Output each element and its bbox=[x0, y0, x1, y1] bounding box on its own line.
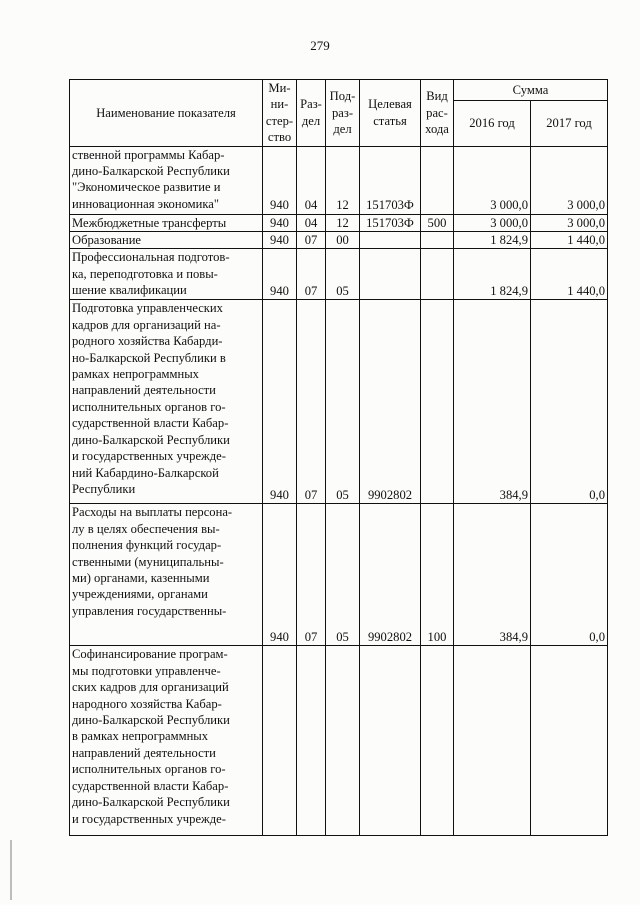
row-subsection: 05 bbox=[326, 504, 360, 646]
row-sum-2016: 1 824,9 bbox=[454, 249, 531, 300]
row-section: 04 bbox=[297, 214, 326, 231]
row-sum-2017: 1 440,0 bbox=[531, 249, 608, 300]
row-target: 151703Ф bbox=[360, 214, 421, 231]
header-subsection: Под- раз- дел bbox=[326, 80, 360, 147]
row-subsection: 00 bbox=[326, 232, 360, 249]
row-target bbox=[360, 232, 421, 249]
row-section: 07 bbox=[297, 504, 326, 646]
header-sum: Сумма bbox=[454, 80, 608, 101]
header-expense-type: Вид рас- хода bbox=[421, 80, 454, 147]
row-sum-2016 bbox=[454, 646, 531, 836]
row-target: 9902802 bbox=[360, 300, 421, 504]
row-ministry: 940 bbox=[263, 232, 297, 249]
scan-margin-mark bbox=[10, 840, 12, 900]
row-section: 07 bbox=[297, 249, 326, 300]
row-subsection: 05 bbox=[326, 249, 360, 300]
table-row bbox=[70, 214, 608, 231]
row-ministry: 940 bbox=[263, 249, 297, 300]
row-expense-type bbox=[421, 249, 454, 300]
row-expense-type bbox=[421, 232, 454, 249]
row-sum-2017: 3 000,0 bbox=[531, 146, 608, 214]
row-name: Расходы на выплаты персона- лу в целях обеспечения вы- полнения функций государ- ственными (муниципальны- ми) органами, казенными учреждениями, органами управления государственны- bbox=[70, 504, 263, 646]
table-row bbox=[70, 504, 608, 646]
row-subsection bbox=[326, 646, 360, 836]
row-name: ственной программы Кабар- дино-Балкарской Республики "Экономическое развитие и инновационная экономика" bbox=[70, 146, 263, 214]
table-row bbox=[70, 249, 608, 300]
row-expense-type bbox=[421, 646, 454, 836]
table-row bbox=[70, 646, 608, 836]
row-sum-2016: 384,9 bbox=[454, 300, 531, 504]
row-target bbox=[360, 249, 421, 300]
header-name: Наименование показателя bbox=[70, 80, 263, 147]
row-ministry: 940 bbox=[263, 300, 297, 504]
row-name: Софинансирование програм- мы подготовки управленче- ских кадров для организаций народного хозяйства Кабар- дино-Балкарской Республики в рамках непрограммных направлений деятельности исполнительных органов го- сударственной власти Кабар- дино-Балкарской Республики и государственных учрежде- bbox=[70, 646, 263, 836]
row-sum-2016: 1 824,9 bbox=[454, 232, 531, 249]
row-ministry bbox=[263, 646, 297, 836]
row-name: Подготовка управленческих кадров для организаций на- родного хозяйства Кабарди- но-Балкарской Республики в рамках непрограммных направлений деятельности исполнительных органов го- сударственной власти Кабар- дино-Балкарской Республики и государственных учрежде- ний Кабардино-Балкарской Республики bbox=[70, 300, 263, 504]
row-sum-2017: 0,0 bbox=[531, 504, 608, 646]
row-sum-2017: 1 440,0 bbox=[531, 232, 608, 249]
row-expense-type bbox=[421, 300, 454, 504]
header-target: Целевая статья bbox=[360, 80, 421, 147]
row-name: Профессиональная подготов- ка, переподготовка и повы- шение квалификации bbox=[70, 249, 263, 300]
table-row bbox=[70, 300, 608, 504]
row-expense-type: 100 bbox=[421, 504, 454, 646]
header-year-2016: 2016 год bbox=[454, 100, 531, 146]
row-name: Межбюджетные трансферты bbox=[70, 214, 263, 231]
row-sum-2017: 0,0 bbox=[531, 300, 608, 504]
row-ministry: 940 bbox=[263, 146, 297, 214]
row-sum-2017: 3 000,0 bbox=[531, 214, 608, 231]
header-section: Раз- дел bbox=[297, 80, 326, 147]
table-row bbox=[70, 146, 608, 214]
budget-table bbox=[69, 79, 608, 836]
page-number: 279 bbox=[310, 38, 330, 53]
row-expense-type bbox=[421, 146, 454, 214]
row-sum-2016: 3 000,0 bbox=[454, 214, 531, 231]
header-year-2017: 2017 год bbox=[531, 100, 608, 146]
row-target bbox=[360, 646, 421, 836]
row-ministry: 940 bbox=[263, 504, 297, 646]
row-ministry: 940 bbox=[263, 214, 297, 231]
row-name: Образование bbox=[70, 232, 263, 249]
row-section: 04 bbox=[297, 146, 326, 214]
header-ministry: Ми- ни- стер- ство bbox=[263, 80, 297, 147]
row-subsection: 12 bbox=[326, 214, 360, 231]
row-target: 151703Ф bbox=[360, 146, 421, 214]
row-section: 07 bbox=[297, 300, 326, 504]
row-expense-type: 500 bbox=[421, 214, 454, 231]
row-subsection: 12 bbox=[326, 146, 360, 214]
row-section bbox=[297, 646, 326, 836]
row-sum-2017 bbox=[531, 646, 608, 836]
row-sum-2016: 384,9 bbox=[454, 504, 531, 646]
row-section: 07 bbox=[297, 232, 326, 249]
table-row bbox=[70, 232, 608, 249]
row-subsection: 05 bbox=[326, 300, 360, 504]
row-target: 9902802 bbox=[360, 504, 421, 646]
row-sum-2016: 3 000,0 bbox=[454, 146, 531, 214]
